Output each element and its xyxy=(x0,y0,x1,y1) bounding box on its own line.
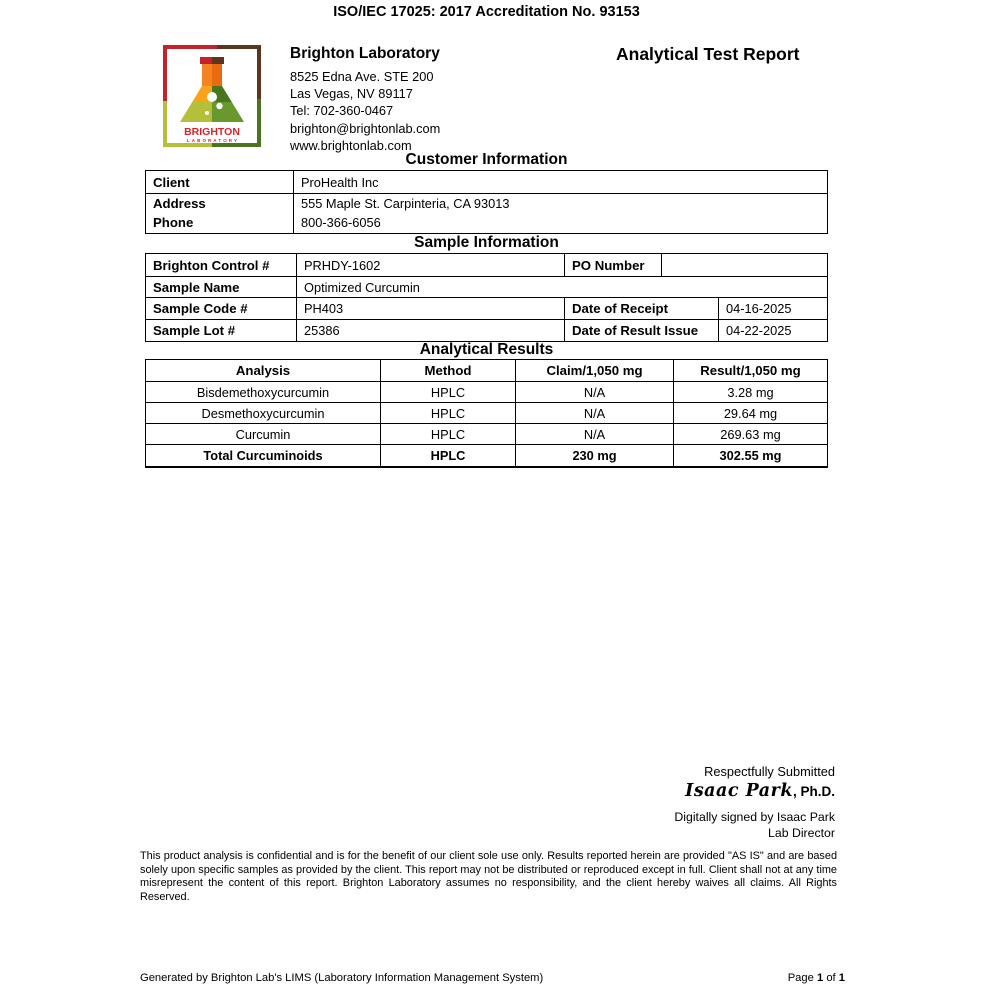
generated-by-text: Generated by Brighton Lab's LIMS (Laboratory Information Management System) xyxy=(140,972,544,984)
lab-director-text: Lab Director xyxy=(768,826,835,840)
analysis-name: Desmethoxycurcumin xyxy=(201,405,325,421)
result-row-desmethoxycurcumin xyxy=(146,402,827,423)
signature-suffix: , Ph.D. xyxy=(792,784,835,799)
po-number-label: PO Number xyxy=(564,254,661,276)
sample-name-label: Sample Name xyxy=(153,279,240,295)
address-phone-values xyxy=(293,194,827,233)
lab-website: www.brightonlab.com xyxy=(290,137,412,153)
phone-value: 800-366-6056 xyxy=(301,214,381,230)
results-table xyxy=(145,359,828,468)
analysis-result: 302.55 mg xyxy=(673,445,827,466)
sample-name-row xyxy=(146,276,827,297)
analysis-claim: N/A xyxy=(515,424,673,444)
control-number-label: Brighton Control # xyxy=(153,257,270,273)
client-row xyxy=(146,171,827,193)
analysis-claim: 230 mg xyxy=(515,445,673,466)
signature-name-line xyxy=(674,780,835,803)
date-issue-label: Date of Result Issue xyxy=(564,320,718,341)
respectfully-submitted-text: Respectfully Submitted xyxy=(704,764,835,779)
col-analysis: Analysis xyxy=(235,363,291,378)
phone-label: Phone xyxy=(153,214,194,230)
result-row-curcumin xyxy=(146,423,827,444)
lab-phone: Tel: 702-360-0467 xyxy=(290,103,394,119)
address-label: Address xyxy=(153,196,206,211)
results-section-heading: Analytical Results xyxy=(419,341,554,358)
control-po-row xyxy=(146,254,827,276)
flask-icon xyxy=(180,57,244,122)
page-number xyxy=(788,972,845,984)
address-value: 555 Maple St. Carpinteria, CA 93013 xyxy=(301,196,510,211)
date-receipt-value: 04-16-2025 xyxy=(718,298,827,319)
analysis-claim: N/A xyxy=(515,403,673,423)
col-method: Method xyxy=(380,360,515,381)
brighton-lab-logo xyxy=(162,44,262,149)
accreditation-line: ISO/IEC 17025: 2017 Accreditation No. 93153 xyxy=(333,4,640,20)
control-number-value: PRHDY-1602 xyxy=(296,254,564,276)
analysis-name: Total Curcuminoids xyxy=(203,448,323,463)
sample-lot-value: 25386 xyxy=(296,320,564,341)
flask-bubble-large xyxy=(207,92,217,102)
lab-name: Brighton Laboratory xyxy=(290,45,440,62)
sample-lot-row xyxy=(146,319,827,341)
result-row-total-curcuminoids xyxy=(146,444,827,466)
page-num-value: 1 xyxy=(816,972,824,984)
sample-name-value: Optimized Curcumin xyxy=(296,277,827,297)
signature-script-name: Isaac Park xyxy=(685,781,793,801)
disclaimer-text: This product analysis is confidential and is for the benefit of our client sole use only. Results reported herein are provided "AS IS" and are based solely upon specific samples as provided by the client. This report may not be distributed or reproduced except in full. Client shall not at any time misrepresent the content of this report. Brighton Laboratory assumes no responsibility, and the client hereby waives all claims. All Rights Reserved. xyxy=(140,850,837,904)
logo-brand-text: BRIGHTON xyxy=(184,126,240,138)
date-receipt-label: Date of Receipt xyxy=(564,298,718,319)
lab-logo-icon xyxy=(162,44,262,148)
page-of-label: of xyxy=(826,972,836,984)
client-label: Client xyxy=(153,174,190,190)
analysis-name: Curcumin xyxy=(235,426,291,442)
logo-sub-text: LABORATORY xyxy=(186,138,240,143)
analysis-name: Bisdemethoxycurcumin xyxy=(196,384,330,400)
analysis-method: HPLC xyxy=(380,445,515,466)
analysis-claim: N/A xyxy=(515,382,673,402)
page-total-value: 1 xyxy=(838,972,845,984)
lab-address-line1: 8525 Edna Ave. STE 200 xyxy=(290,69,434,84)
lab-address-line2: Las Vegas, NV 89117 xyxy=(290,86,413,102)
col-claim: Claim/1,050 mg xyxy=(515,360,673,381)
customer-section-heading: Customer Information xyxy=(405,151,568,168)
page-footer xyxy=(140,972,845,984)
sample-code-label: Sample Code # xyxy=(153,301,248,316)
analysis-result: 269.63 mg xyxy=(673,424,827,444)
analysis-result: 3.28 mg xyxy=(673,382,827,402)
flask-bubble-small xyxy=(205,111,209,115)
po-number-value xyxy=(661,254,827,276)
digitally-signed-text: Digitally signed by Isaac Park xyxy=(674,810,835,824)
date-issue-value: 04-22-2025 xyxy=(718,320,827,341)
sample-lot-label: Sample Lot # xyxy=(153,323,236,338)
result-row-bisdemethoxycurcumin xyxy=(146,381,827,402)
sample-table xyxy=(145,253,828,342)
analysis-result: 29.64 mg xyxy=(673,403,827,423)
flask-bubble-medium xyxy=(216,103,222,109)
lab-email: brighton@brightonlab.com xyxy=(290,120,441,136)
analysis-method: HPLC xyxy=(380,424,515,444)
address-phone-labels xyxy=(146,194,293,233)
results-header-row xyxy=(146,360,827,381)
client-value: ProHealth Inc xyxy=(293,171,827,193)
page-label: Page xyxy=(787,972,814,984)
sample-section-heading: Sample Information xyxy=(414,234,559,251)
col-result: Result/1,050 mg xyxy=(673,360,827,381)
sample-code-value: PH403 xyxy=(296,298,564,319)
analysis-method: HPLC xyxy=(380,403,515,423)
signature-block xyxy=(674,763,835,842)
sample-code-row xyxy=(146,297,827,319)
report-title: Analytical Test Report xyxy=(616,44,800,64)
lab-contact-block xyxy=(290,45,440,154)
customer-table xyxy=(145,170,828,234)
address-phone-row xyxy=(146,193,827,233)
analysis-method: HPLC xyxy=(380,382,515,402)
